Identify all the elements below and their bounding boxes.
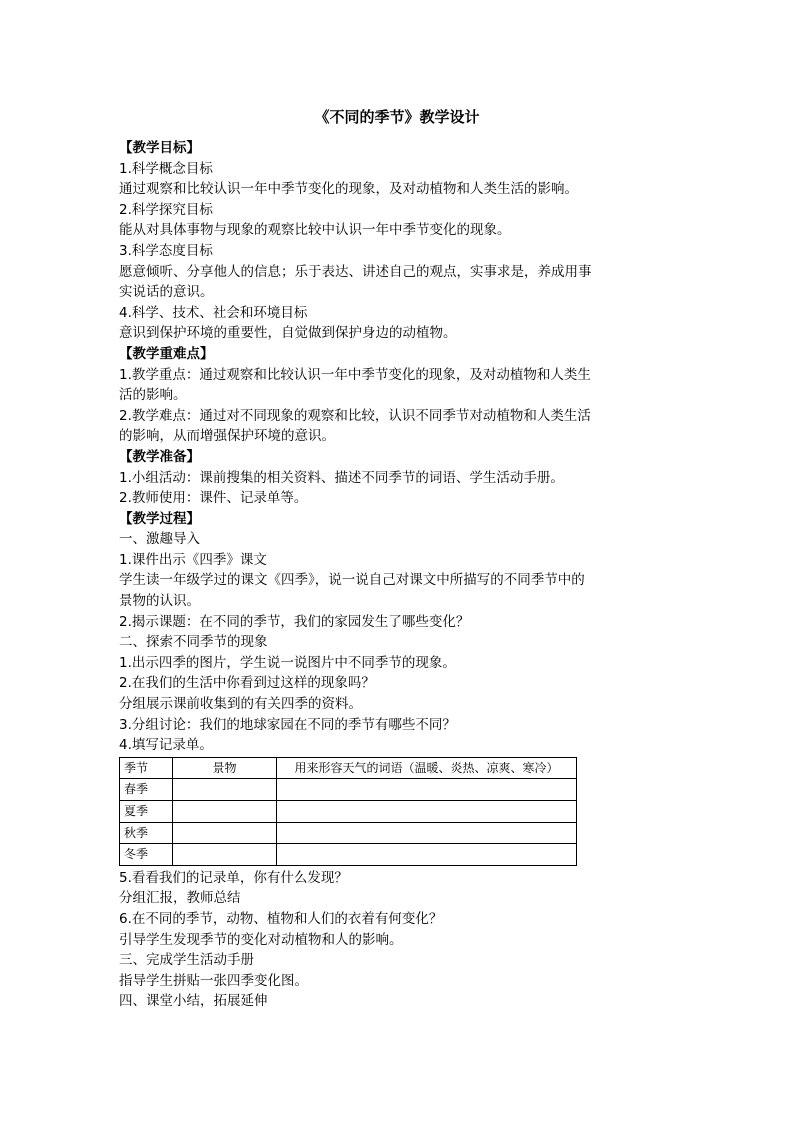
body-text-line: 分组展示课前收集到的有关四季的资料。 [119, 696, 362, 713]
section-heading: 【教学准备】 [119, 448, 200, 465]
body-text-line: 1.出示四季的图片，学生说一说图片中不同季节的现象。 [119, 654, 456, 671]
body-text-line: 引导学生发现季节的变化对动植物和人的影响。 [119, 931, 403, 948]
body-text-line: 3.科学态度目标 [119, 242, 213, 259]
record-table-row [120, 822, 577, 844]
section-heading: 【教学过程】 [119, 510, 200, 527]
body-text-line: 四、课堂小结，拓展延伸 [119, 993, 268, 1010]
record-table [119, 757, 577, 866]
body-text-line: 的影响，从而增强保护环境的意识。 [119, 428, 335, 445]
body-text-line: 意识到保护环境的重要性，自觉做到保护身边的动植物。 [119, 325, 457, 342]
body-text-line: 5.看看我们的记录单，你有什么发现？ [119, 869, 348, 886]
body-text-line: 能从对具体事物与现象的观察比较中认识一年中季节变化的现象。 [119, 222, 511, 239]
body-text-line: 1.小组活动：课前搜集的相关资料、描述不同季节的词语、学生活动手册。 [119, 469, 564, 486]
record-table-empty-cell [173, 822, 277, 844]
body-text-line: 3.分组讨论：我们的地球家园在不同的季节有哪些不同？ [119, 716, 456, 733]
body-text-line: 愿意倾听、分享他人的信息；乐于表达、讲述自己的观点，实事求是，养成用事 [119, 263, 592, 280]
body-text-line: 2.教师使用：课件、记录单等。 [119, 490, 308, 507]
record-table-empty-cell [277, 822, 577, 844]
body-text-line: 三、完成学生活动手册 [119, 952, 254, 969]
body-text-line: 1.教学重点：通过观察和比较认识一年中季节变化的现象，及对动植物和人类生 [119, 366, 591, 383]
record-table-empty-cell [173, 779, 277, 801]
body-text-line: 学生读一年级学过的课文《四季》，说一说自己对课文中所描写的不同季节中的 [119, 572, 585, 589]
body-text-line: 1.课件出示《四季》课文 [119, 551, 267, 568]
body-text-line: 分组汇报，教师总结 [119, 890, 241, 907]
record-table-empty-cell [173, 801, 277, 823]
document-body [119, 138, 679, 1012]
record-table-row [120, 844, 577, 866]
record-table-season-cell: 冬季 [120, 844, 173, 866]
body-text-line: 二、探索不同季节的现象 [119, 634, 268, 651]
record-table-row [120, 801, 577, 823]
record-table-row [120, 779, 577, 801]
record-table-header-season: 季节 [120, 757, 173, 779]
body-text-line: 通过观察和比较认识一年中季节变化的现象，及对动植物和人类生活的影响。 [119, 181, 578, 198]
body-text-line: 4.科学、技术、社会和环境目标 [119, 304, 308, 321]
record-table-season-cell: 春季 [120, 779, 173, 801]
body-text-line: 活的影响。 [119, 387, 187, 404]
body-section-after-table [119, 868, 679, 1012]
record-table-body [120, 779, 577, 865]
body-text-line: 2.在我们的生活中你看到过这样的现象吗？ [119, 675, 375, 692]
body-text-line: 2.揭示课题：在不同的季节，我们的家园发生了哪些变化？ [119, 613, 470, 630]
document-title: 《不同的季节》教学设计 [314, 108, 480, 126]
body-text-line: 一、激趣导入 [119, 531, 200, 548]
record-table-empty-cell [277, 779, 577, 801]
record-table-season-cell: 秋季 [120, 822, 173, 844]
record-table-empty-cell [277, 801, 577, 823]
record-table-season-cell: 夏季 [120, 801, 173, 823]
section-heading: 【教学重难点】 [119, 345, 214, 362]
body-text-line: 4.填写记录单。 [119, 737, 213, 754]
body-text-line: 实说话的意识。 [119, 284, 214, 301]
section-heading: 【教学目标】 [119, 140, 200, 156]
record-table-header-row [120, 757, 577, 779]
record-table-empty-cell [277, 844, 577, 866]
body-text-line: 6.在不同的季节，动物、植物和人们的衣着有何变化？ [119, 910, 443, 927]
record-table-header-weather-words: 用来形容天气的词语（温暖、炎热、凉爽、寒冷） [277, 757, 577, 779]
record-table-empty-cell [173, 844, 277, 866]
body-text-line: 2.科学探究目标 [119, 201, 213, 218]
body-section-before-table [119, 138, 679, 756]
body-text-line: 指导学生拼贴一张四季变化图。 [119, 972, 308, 989]
body-text-line: 1.科学概念目标 [119, 160, 213, 177]
body-text-line: 景物的认识。 [119, 593, 200, 610]
body-text-line: 2.教学难点：通过对不同现象的观察和比较，认识不同季节对动植物和人类生活 [119, 407, 591, 424]
record-table-header-scenery: 景物 [173, 757, 277, 779]
